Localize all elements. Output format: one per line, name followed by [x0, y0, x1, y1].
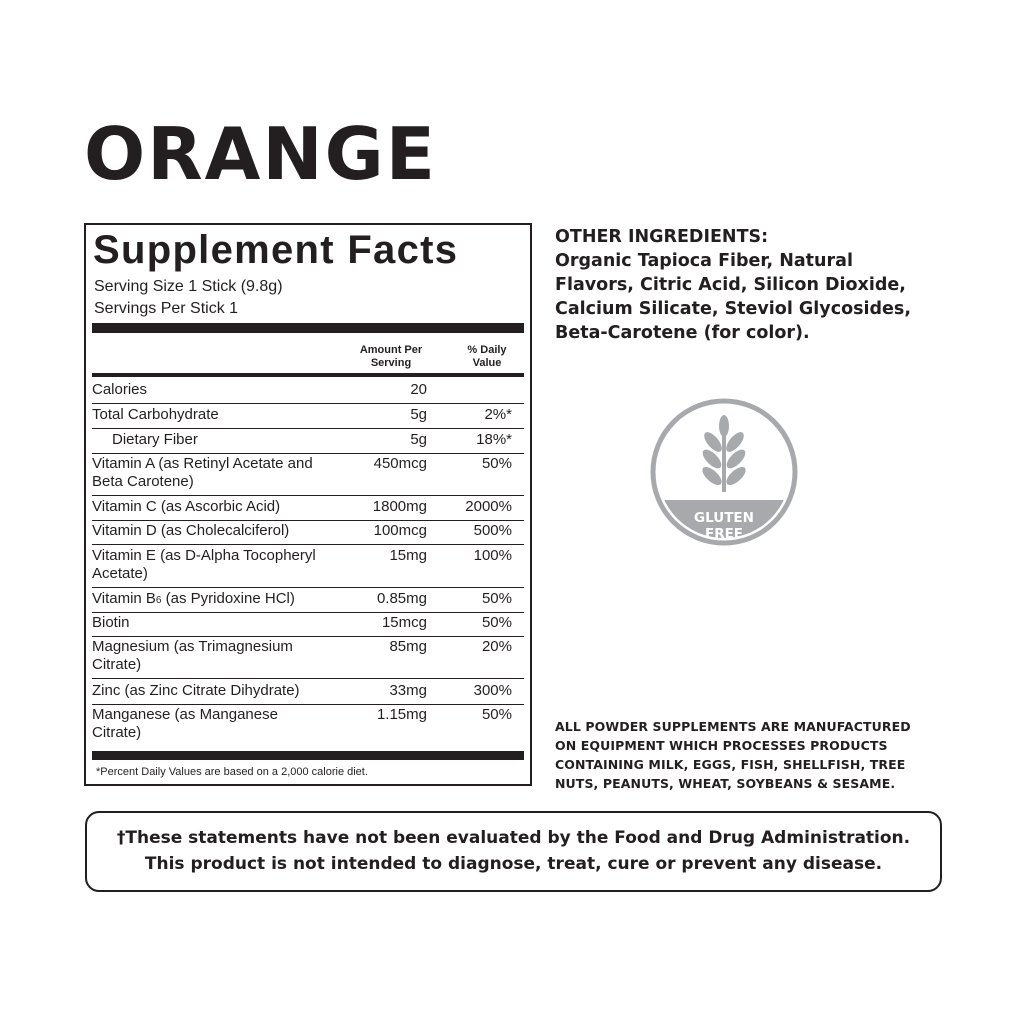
- nutrient-amount: 85mg: [389, 638, 427, 655]
- nutrient-amount: 450mcg: [373, 455, 427, 472]
- nutrient-amount: 1800mg: [372, 498, 427, 515]
- nutrient-row: [92, 498, 524, 521]
- badge-text-line2: FREE: [704, 526, 744, 542]
- nutrient-row: [92, 522, 524, 545]
- other-ingredients-line: Organic Tapioca Fiber, Natural: [555, 251, 853, 271]
- nutrient-amount: 5g: [410, 406, 427, 423]
- bottom-thick-divider: [92, 751, 524, 760]
- nutrient-label: Vitamin A (as Retinyl Acetate and Beta Carotene): [92, 455, 313, 490]
- nutrient-row: [92, 455, 524, 496]
- allergen-statement: [555, 717, 955, 793]
- thick-divider: [92, 323, 524, 333]
- nutrient-row: [92, 706, 524, 747]
- nutrient-dv: 50%: [481, 590, 512, 607]
- amount-header-line2: Serving: [370, 357, 412, 369]
- nutrient-label: Vitamin C (as Ascorbic Acid): [92, 498, 281, 515]
- product-title: ORANGE: [84, 112, 437, 196]
- amount-header-line1: Amount Per: [359, 344, 423, 356]
- fda-disclaimer: [85, 811, 942, 892]
- nutrient-dv: 100%: [473, 547, 512, 564]
- other-ingredients-line: Beta-Carotene (for color).: [555, 323, 810, 343]
- nutrient-amount: 5g: [410, 431, 427, 448]
- nutrient-dv: 500%: [473, 522, 512, 539]
- nutrient-row: [92, 406, 524, 429]
- disclaimer-line: †These statements have not been evaluated by the Food and Drug Administration.: [116, 828, 911, 848]
- nutrient-row: [92, 638, 524, 679]
- nutrient-label: Vitamin B6 (as Pyridoxine HCl): [92, 590, 295, 607]
- nutrient-label: Vitamin E (as D-Alpha Tocopheryl Acetate): [92, 547, 316, 582]
- nutrient-label: Zinc (as Zinc Citrate Dihydrate): [92, 682, 300, 699]
- supplement-facts-heading: Supplement Facts: [93, 228, 459, 272]
- nutrient-dv: 50%: [481, 706, 512, 723]
- nutrient-amount: 0.85mg: [376, 590, 427, 607]
- badge-text-line1: GLUTEN: [694, 510, 754, 526]
- nutrient-amount: 15mg: [389, 547, 427, 564]
- daily-value-footnote: *Percent Daily Values are based on a 2,000 calorie diet.: [96, 766, 368, 778]
- nutrient-dv: 2000%: [465, 498, 512, 515]
- serving-size: Serving Size 1 Stick (9.8g): [94, 278, 283, 295]
- nutrient-row: [92, 381, 524, 404]
- other-ingredients-heading: OTHER INGREDIENTS:: [555, 227, 769, 247]
- nutrient-label: Total Carbohydrate: [92, 406, 219, 423]
- gluten-free-badge: [650, 398, 798, 546]
- nutrient-label: Biotin: [92, 614, 130, 631]
- daily-value-header: [448, 344, 526, 370]
- nutrient-label: Manganese (as Manganese Citrate): [92, 706, 278, 741]
- header-divider: [92, 373, 524, 377]
- nutrient-dv: 2%*: [484, 406, 512, 423]
- disclaimer-line: This product is not intended to diagnose, treat, cure or prevent any disease.: [144, 854, 883, 874]
- servings-per-stick: Servings Per Stick 1: [94, 300, 239, 317]
- nutrient-dv: 300%: [473, 682, 512, 699]
- nutrient-label: Vitamin D (as Cholecalciferol): [92, 522, 290, 539]
- nutrient-amount: 100mcg: [373, 522, 427, 539]
- nutrient-label: Magnesium (as Trimagnesium Citrate): [92, 638, 293, 673]
- nutrient-dv: 18%*: [476, 431, 512, 448]
- nutrient-dv: 20%: [481, 638, 512, 655]
- nutrient-amount: 33mg: [389, 682, 427, 699]
- supplement-facts-panel: [84, 223, 532, 786]
- nutrient-amount: 1.15mg: [376, 706, 427, 723]
- other-ingredients-line: Calcium Silicate, Steviol Glycosides,: [555, 299, 911, 319]
- nutrient-dv: 50%: [481, 614, 512, 631]
- nutrient-amount: 20: [410, 381, 427, 398]
- allergen-line: ON EQUIPMENT WHICH PROCESSES PRODUCTS: [555, 738, 888, 753]
- amount-per-serving-header: [341, 344, 441, 370]
- dv-header-line1: % Daily: [467, 344, 507, 356]
- allergen-line: ALL POWDER SUPPLEMENTS ARE MANUFACTURED: [555, 719, 911, 734]
- allergen-line: NUTS, PEANUTS, WHEAT, SOYBEANS & SESAME.: [555, 776, 896, 791]
- allergen-line: CONTAINING MILK, EGGS, FISH, SHELLFISH, TREE: [555, 757, 906, 772]
- other-ingredients-line: Flavors, Citric Acid, Silicon Dioxide,: [555, 275, 906, 295]
- nutrient-row: [92, 547, 524, 588]
- nutrient-row: [92, 590, 524, 613]
- nutrient-label: Dietary Fiber: [112, 431, 198, 448]
- nutrient-label: Calories: [92, 381, 148, 398]
- wheat-icon: [699, 415, 748, 492]
- nutrient-row: [92, 431, 524, 454]
- nutrient-row: [92, 614, 524, 637]
- dv-header-line2: Value: [472, 357, 502, 369]
- nutrient-row: [92, 682, 524, 705]
- nutrient-amount: 15mcg: [381, 614, 427, 631]
- other-ingredients: [555, 225, 955, 345]
- nutrient-dv: 50%: [481, 455, 512, 472]
